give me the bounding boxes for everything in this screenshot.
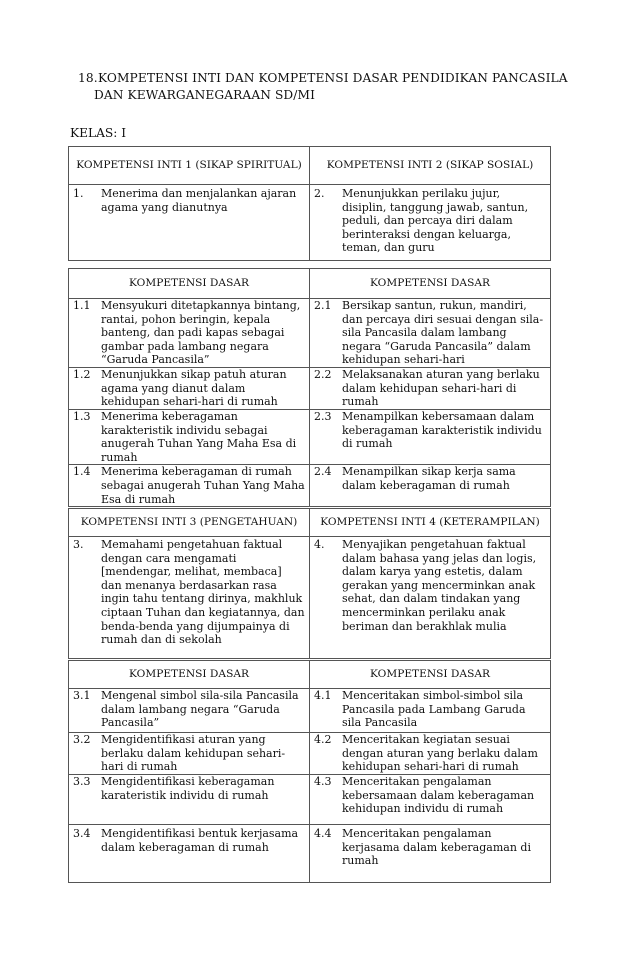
kd-3-header: KOMPETENSI DASAR [69,661,310,689]
ki-4-header: KOMPETENSI INTI 4 (KETERAMPILAN) [310,509,551,537]
kd-item: 3.1 Mengenal simbol sila-sila Pancasila dalam lambang negara “Garuda Pancasila” [73,689,299,730]
kd-item: 4.1 Menceritakan simbol-simbol sila Pancasila pada Lambang Garuda sila Pancasila [314,689,526,730]
ki-2-item: 2. Menunjukkan perilaku jujur, disiplin, tanggung jawab, santun, peduli, dan percaya diri dalam berinteraksi dengan keluarga, teman, dan guru [314,187,529,255]
kd-item: 1.4 Menerima keberagaman di rumah sebagai anugerah Tuhan Yang Maha Esa di rumah [73,465,305,506]
kd-item: 4.2 Menceritakan kegiatan sesuai dengan aturan yang berlaku dalam kehidupan sehari-hari di rumah [314,733,538,774]
ki-2-header: KOMPETENSI INTI 2 (SIKAP SOSIAL) [310,147,551,185]
kd-item: 3.2 Mengidentifikasi aturan yang berlaku dalam kehidupan sehari-hari di rumah [73,733,286,774]
heading-line-1: KOMPETENSI INTI DAN KOMPETENSI DASAR PENDIDIKAN PANCASILA [97,71,568,85]
ki-1-item: 1. Menerima dan menjalankan ajaran agama yang dianutnya [73,187,297,214]
kd-item: 2.1 Bersikap santun, rukun, mandiri, dan percaya diri sesuai dengan sila-sila Pancasila dalam lambang negara “Garuda Pancasila” dalam kehidupan sehari-hari [314,299,544,367]
ki-3-header: KOMPETENSI INTI 3 (PENGETAHUAN) [69,509,310,537]
heading-line-2: DAN KEWARGANEGARAAN SD/MI [94,88,315,102]
kd-1-header: KOMPETENSI DASAR [69,269,310,299]
ki-3-4-table [68,508,551,659]
kd-item: 2.2 Melaksanakan aturan yang berlaku dalam kehidupan sehari-hari di rumah [314,368,540,409]
kd-item: 4.3 Menceritakan pengalaman kebersamaan dalam keberagaman kehidupan individu di rumah [314,775,535,816]
ki-1-header: KOMPETENSI INTI 1 (SIKAP SPIRITUAL) [69,147,310,185]
ki-1-2-table [68,146,551,261]
document-heading [78,70,578,104]
kd-item: 2.4 Menampilkan sikap kerja sama dalam keberagaman di rumah [314,465,516,492]
kd-item: 3.3 Mengidentifikasi keberagaman karateristik individu di rumah [73,775,275,802]
section-number: 18. [78,71,98,85]
ki-3-item: 3. Memahami pengetahuan faktual dengan cara mengamati [mendengar, melihat, membaca] dan menanya berdasarkan rasa ingin tahu tentang dirinya, makhluk ciptaan Tuhan dan kegiatannya, dan benda-benda yang dijumpainya di rumah dan di sekolah [73,538,305,647]
kd-item: 1.2 Menunjukkan sikap patuh aturan agama yang dianut dalam kehidupan sehari-hari di rumah [73,368,287,409]
kd-1-2-table [68,268,551,507]
class-label: KELAS: I [70,126,127,140]
kd-4-header: KOMPETENSI DASAR [310,661,551,689]
kd-item: 1.1 Mensyukuri ditetapkannya bintang, rantai, pohon beringin, kepala banteng, dan padi kapas sebagai gambar pada lambang negara “Garuda Pancasila” [73,299,301,367]
kd-item: 1.3 Menerima keberagaman karakteristik individu sebagai anugerah Tuhan Yang Maha Esa di rumah [73,410,297,464]
kd-3-4-table [68,660,551,883]
kd-item: 2.3 Menampilkan kebersamaan dalam keberagaman karakteristik individu di rumah [314,410,542,451]
ki-4-item: 4. Menyajikan pengetahuan faktual dalam bahasa yang jelas dan logis, dalam karya yang estetis, dalam gerakan yang mencerminkan anak sehat, dan dalam tindakan yang mencerminkan perilaku anak beriman dan berakhlak mulia [314,538,537,633]
kd-item: 3.4 Mengidentifikasi bentuk kerjasama dalam keberagaman di rumah [73,827,299,854]
kd-2-header: KOMPETENSI DASAR [310,269,551,299]
kd-item: 4.4 Menceritakan pengalaman kerjasama dalam keberagaman di rumah [314,827,531,868]
